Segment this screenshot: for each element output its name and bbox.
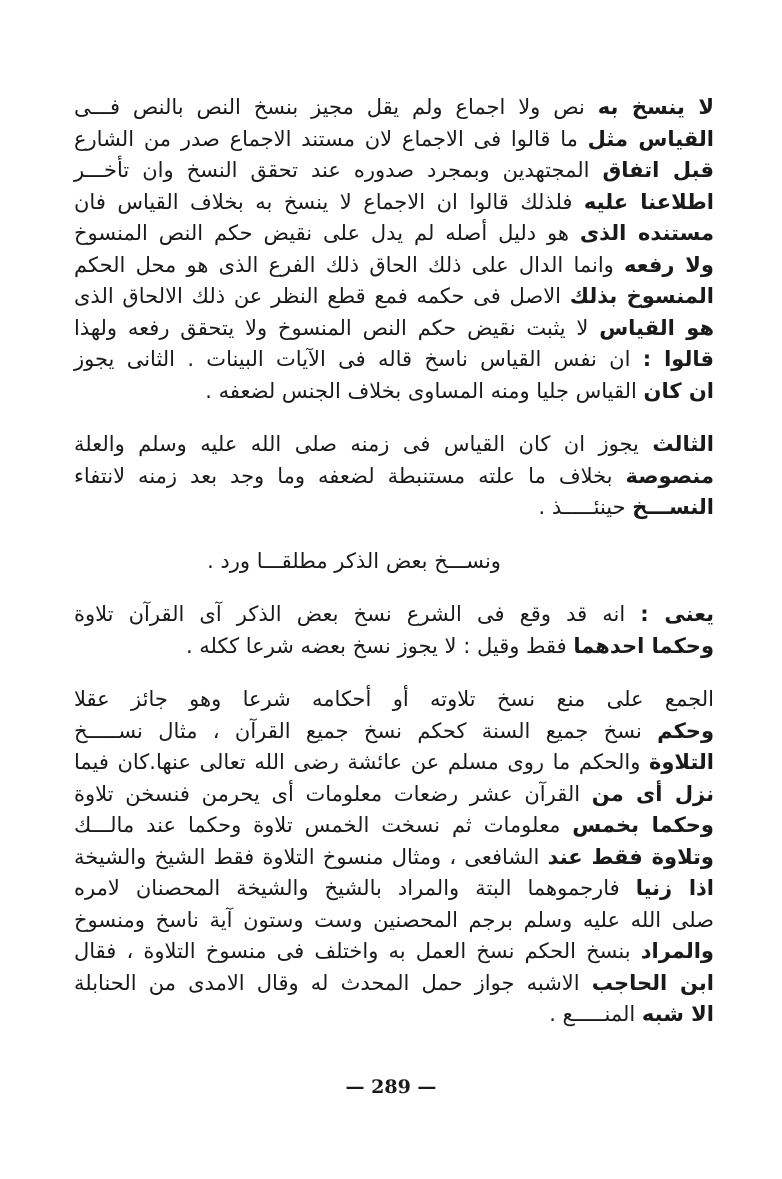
line-text: هو دليل أصله لم يدل على نقيض حكم النص المنسوخ [74,221,580,245]
line-text: صلى الله عليه وسلم برجم المحصنين وست وستون آية ناسخ ومنسوخ [74,907,714,932]
text-line [74,747,714,779]
text-line [74,92,714,124]
bold-lead: ابن الحاجب [591,970,714,995]
line-text: حينئـــــذ . [538,495,633,519]
text-line [74,187,714,219]
line-text: ما قالوا فى الاجماع لان مستند الاجماع صدر من الشارع [74,126,588,151]
text-line [74,684,714,716]
text-line [74,779,714,811]
line-text: ان نفس القياس ناسخ قاله فى الآيات البينات . الثانى يجوز [74,347,643,371]
text-line [74,968,714,1000]
text-line [74,313,714,345]
text-line [74,905,714,937]
line-text: المجتهدين وبمجرد صدوره عند تحقق النسخ وان تأخـــر [74,158,603,182]
bold-lead: اطلاعنا عليه [583,189,714,214]
bold-lead: النســـخ [632,495,714,519]
text-line [74,461,714,493]
text-line [74,631,714,663]
line-text: لا يثبت نقيض حكم النص المنسوخ ولا يتحقق رفعه ولهذا [74,315,600,340]
bold-lead: اذا زنيا [635,876,715,900]
text-line [74,842,714,874]
line-text: نص ولا اجماع ولم يقل مجيز بنسخ النص بالنص فـــى [74,95,598,119]
bold-lead: نزل أى من [591,781,715,806]
line-text: فلذلك قالوا ان الاجماع لا ينسخ به بخلاف القياس فان [74,189,584,214]
text-line [74,599,714,631]
line-text: الاصل فى حكمه فمع قطع النظر عن ذلك الالحاق الذى [74,284,570,308]
text-line [74,155,714,187]
bold-lead: ان كان [643,378,714,403]
bold-lead: مستنده الذى [579,221,714,245]
bold-lead: قبل اتفاق [602,158,714,182]
bold-lead: وحكما احدهما [573,633,714,658]
text-line [74,936,714,968]
text-line [74,810,714,842]
bold-lead: التلاوة [648,750,714,774]
bold-lead: لا ينسخ به [597,95,715,119]
text-line [74,124,714,156]
bold-lead: قالوا : [642,347,714,371]
bold-lead: يعنى : [640,602,714,626]
bold-lead: منصوصة [625,463,714,488]
bold-lead: وحكما بخمس [572,813,714,837]
text-line [74,429,714,461]
page-number: — 289 — [345,1076,437,1098]
text-line [74,344,714,376]
bold-lead: ولا رفعه [624,252,714,277]
bold-lead: المنسوخ بذلك [569,284,714,308]
text-line [74,376,714,408]
text-line [74,250,714,282]
bold-lead: القياس مثل [587,126,714,151]
bold-lead: والمراد [640,939,714,963]
paragraph [74,429,714,524]
line-text: الاشبه جواز حمل المحدث له وقال الامدى من الحنابلة [74,970,592,995]
line-text: فارجموهما البتة والمراد بالشيخ والشيخة المحصنان لامره [74,876,636,900]
line-text: فقط وقيل : لا يجوز نسخ بعضه شرعا ككله . [185,633,574,658]
line-text: القرآن عشر رضعات معلومات أى يحرمن فنسخن تلاوة [74,781,592,806]
line-text: وانما الدال على ذلك الحاق ذلك الفرع الذى هو محل الحكم [74,252,625,277]
bold-lead: الثالث [652,432,714,456]
line-text: يجوز ان كان القياس فى زمنه صلى الله عليه وسلم والعلة [74,432,653,456]
line-text: الجمع على منع نسخ تلاوته أو أحكامه شرعا وهو جائز عقلا [74,687,714,711]
text-line [74,999,714,1031]
line-text: المنـــــع . [549,1002,642,1026]
text-line [74,281,714,313]
bold-lead: هو القياس [599,315,715,340]
line-text: والحكم ما روى مسلم عن عائشة رضى الله تعالى عنها.كان فيما [74,750,649,774]
text-line [74,492,714,524]
line-text: انه قد وقع فى الشرع نسخ بعض الذكر آى القرآن تلاوة [74,602,641,626]
bold-lead: الا شبه [641,1002,714,1026]
page-body [74,92,714,1031]
text-line [74,218,714,250]
line-text: الشافعى ، ومثال منسوخ التلاوة فقط الشيخ والشيخة [74,844,548,869]
line-text: بنسخ الحكم نسخ العمل به واختلف فى منسوخ التلاوة ، فقال [74,939,641,963]
line-text: بخلاف ما علته مستنبطة لضعفه وما وجد بعد زمنه لانتفاء [74,463,626,488]
bold-lead: وحكم [657,718,714,743]
text-line [74,716,714,748]
line-text: نسخ جميع السنة كحكم نسخ جميع القرآن ، مثال نســـــخ [74,718,658,743]
paragraph [74,599,714,662]
line-text: ونســـخ بعض الذكر مطلقـــا ورد . [207,548,501,573]
text-line [74,873,714,905]
line-text: معلومات ثم نسخت الخمس تلاوة وحكما عند مالـــك [74,813,573,837]
verse-line [74,546,714,578]
line-text: القياس جليا ومنه المساوى بخلاف الجنس لضعفه . [205,378,644,403]
paragraph [74,684,714,1031]
paragraph [74,92,714,407]
text-line [74,546,714,578]
bold-lead: وتلاوة فقط عند [547,844,714,869]
